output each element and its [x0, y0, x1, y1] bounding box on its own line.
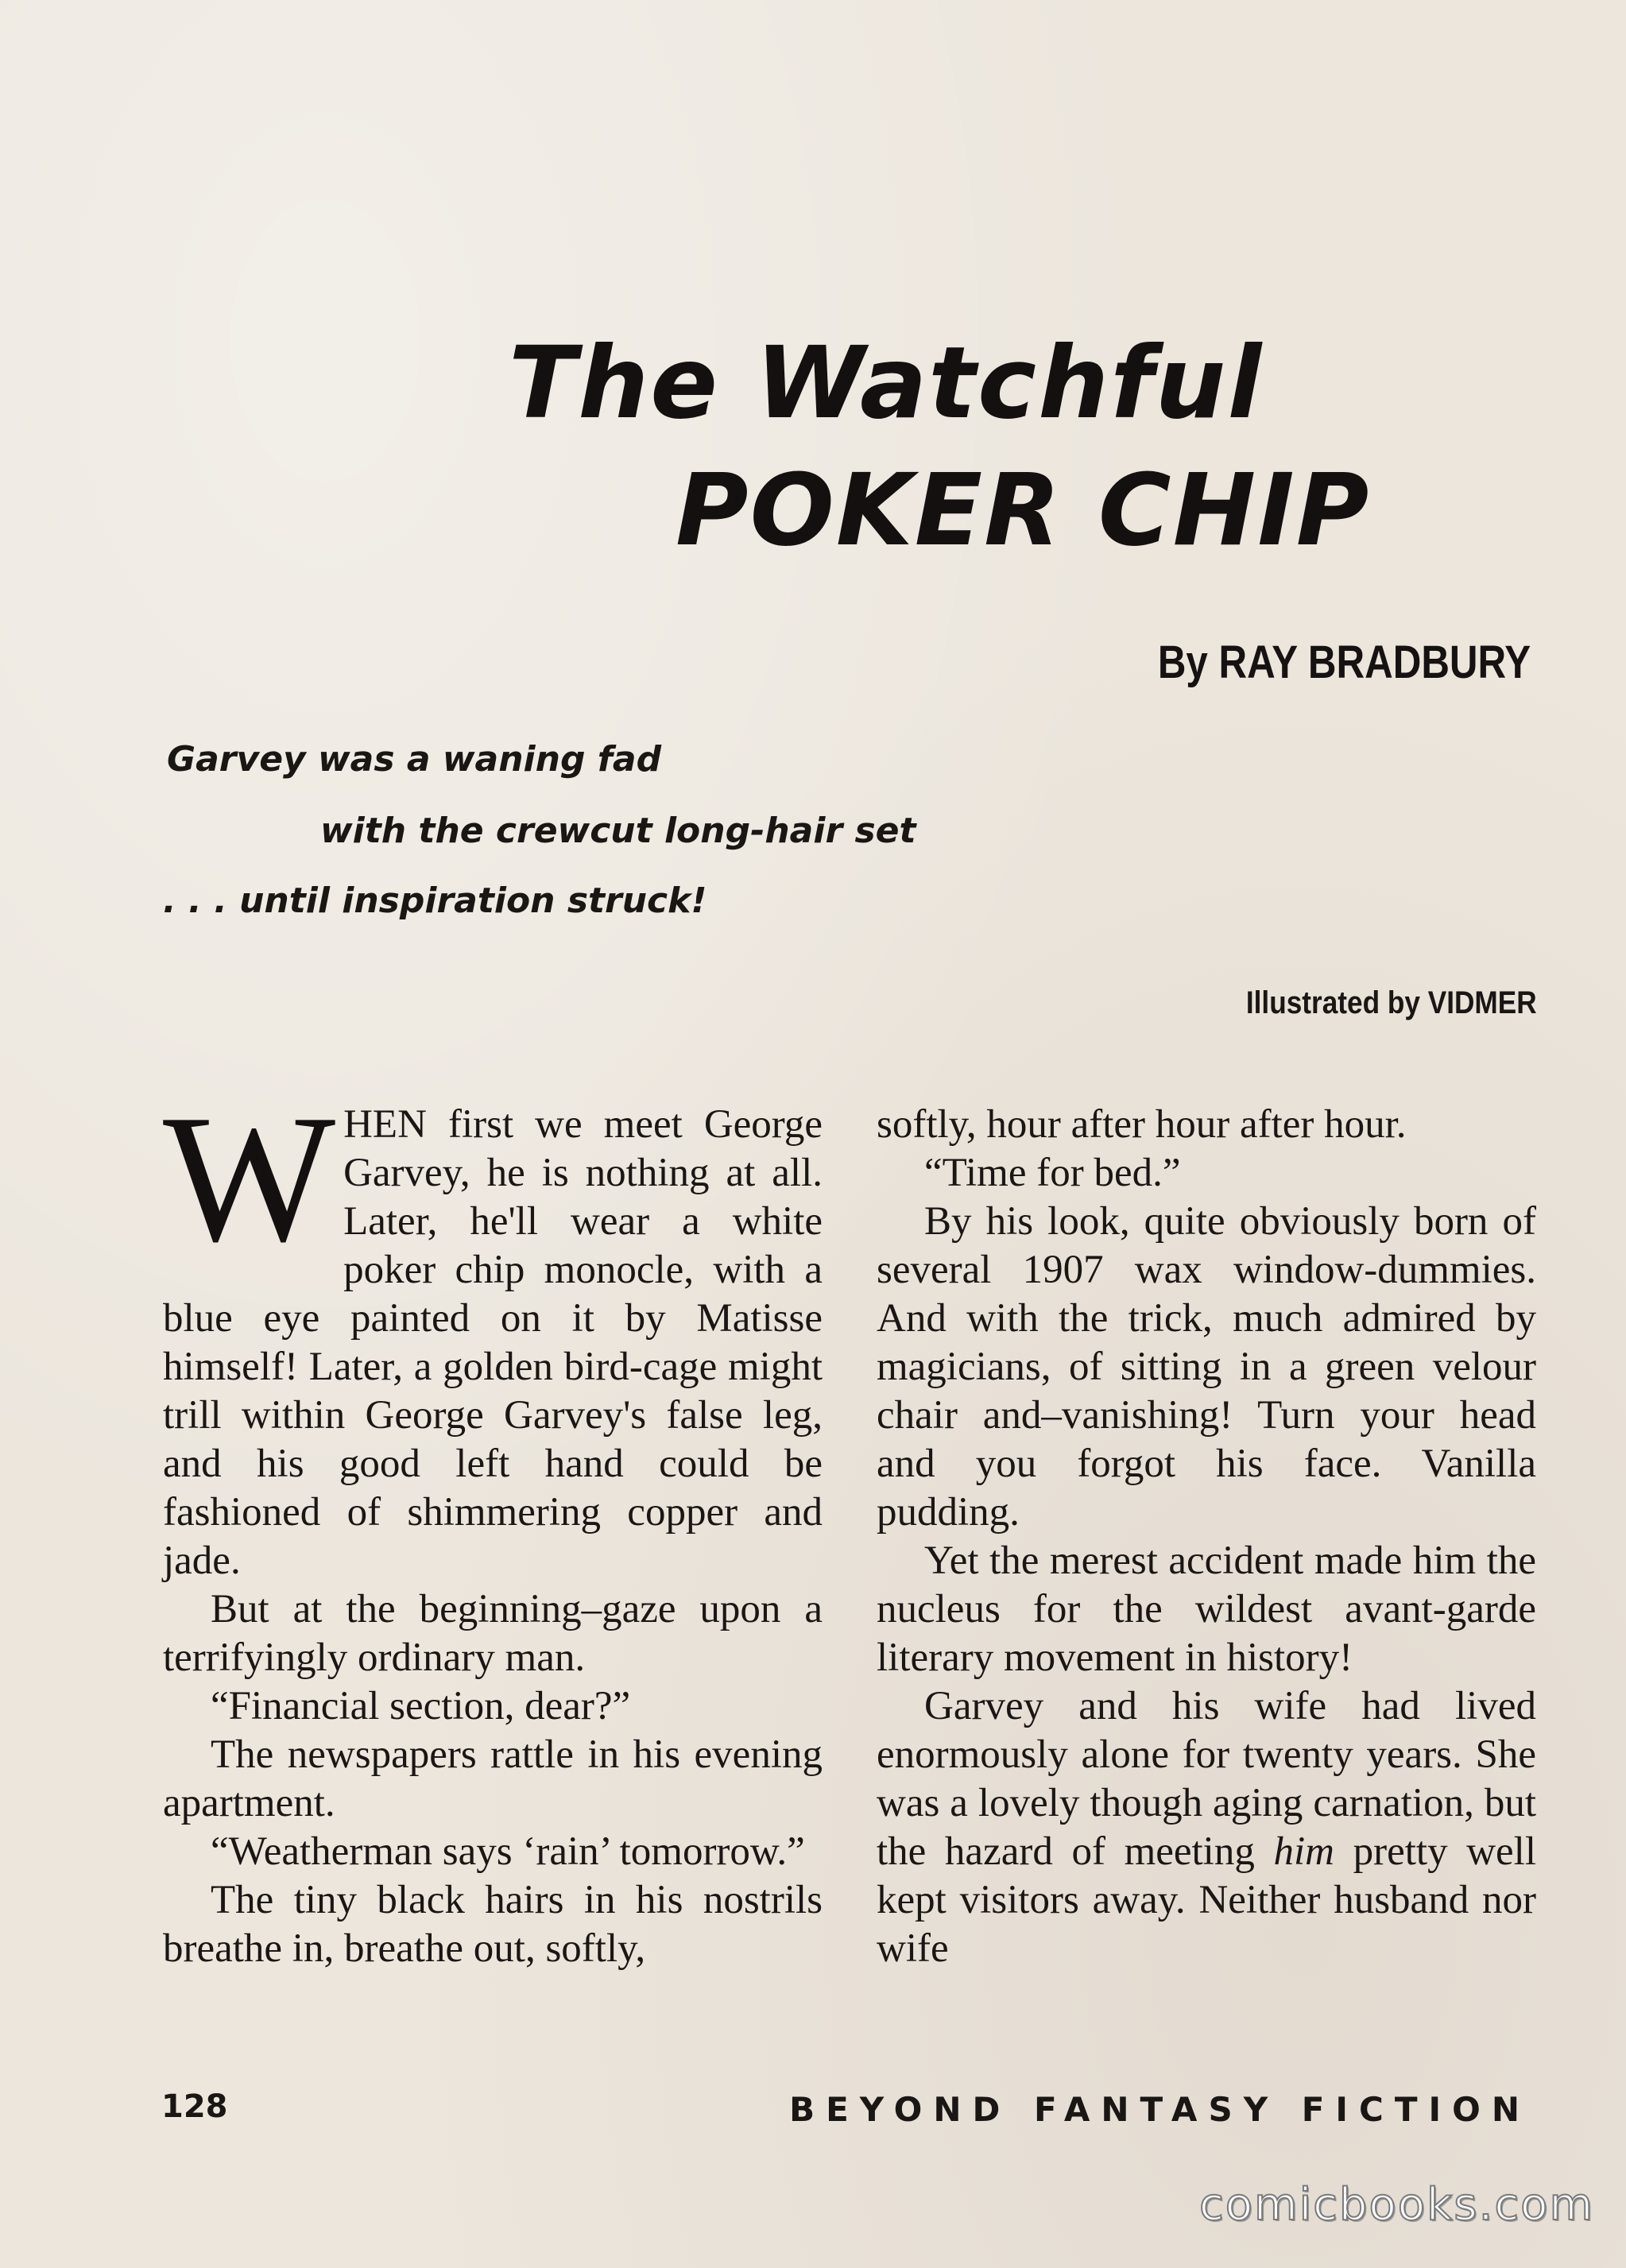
author-byline: By RAY BRADBURY	[1157, 637, 1531, 688]
blurb-line-2: with the crewcut long-hair set	[320, 811, 916, 851]
body-paragraph	[877, 1682, 1536, 1973]
body-paragraph: The newspapers rattle in his evening apartment.	[163, 1732, 823, 1825]
blurb-line-3: . . . until inspiration struck!	[163, 880, 707, 921]
body-column-right	[877, 1101, 1536, 1973]
body-paragraph: “Weatherman says ‘rain’ tomorrow.”	[211, 1829, 805, 1874]
body-paragraph: “Time for bed.”	[924, 1151, 1181, 1195]
illustration-credit: Illustrated by VIDMER	[1246, 985, 1537, 1020]
body-paragraph: “Financial section, dear?”	[211, 1684, 631, 1728]
body-paragraph	[163, 1077, 823, 1585]
page-number: 128	[161, 2088, 228, 2125]
magazine-name: BEYOND FANTASY FICTION	[789, 2090, 1531, 2129]
body-column-left	[163, 1077, 823, 1973]
body-paragraph: Yet the merest accident made him the nucleus for the wildest avant-garde literary movement in history!	[877, 1538, 1536, 1680]
paragraph-text: first we meet George Garvey, he is nothing at all. Later, he'll wear a white poker chip monocle, with a blue eye painted on it by Matisse himself! Later, a golden bird-cage might trill within George Garvey's false leg, and his good left hand could be fashioned of shimmering copper and jade.	[163, 1102, 823, 1583]
story-title-line-1: The Watchful	[509, 326, 1264, 441]
watermark-logo: comicbooks.com	[1198, 2179, 1594, 2231]
body-paragraph: But at the beginning–gaze upon a terrifyingly ordinary man.	[163, 1587, 823, 1680]
body-paragraph: softly, hour after hour after hour.	[877, 1102, 1407, 1147]
story-title-line-2: POKER CHIP	[676, 453, 1371, 568]
paragraph-text: pretty well kept visitors away. Neither husband nor wife	[877, 1829, 1537, 1971]
blurb-line-1: Garvey was a waning fad	[167, 739, 662, 780]
body-paragraph: By his look, quite obviously born of several 1907 wax window-dummies. And with the trick, much admired by magicians, of sitting in a green velour chair and–vanishing! Turn your head and you forgot his face. Vanilla pudding.	[877, 1199, 1536, 1535]
paragraph-text: Garvey and his wife had lived enormously alone for twenty years. She was a lovely though aging carnation, but the hazard of meeting	[877, 1684, 1536, 1874]
emphasis-text: him	[1273, 1829, 1334, 1874]
first-word-smallcaps: HEN	[343, 1102, 427, 1147]
drop-cap: W	[163, 1077, 336, 1279]
body-paragraph: The tiny black hairs in his nostrils breathe in, breathe out, softly,	[163, 1878, 823, 1971]
